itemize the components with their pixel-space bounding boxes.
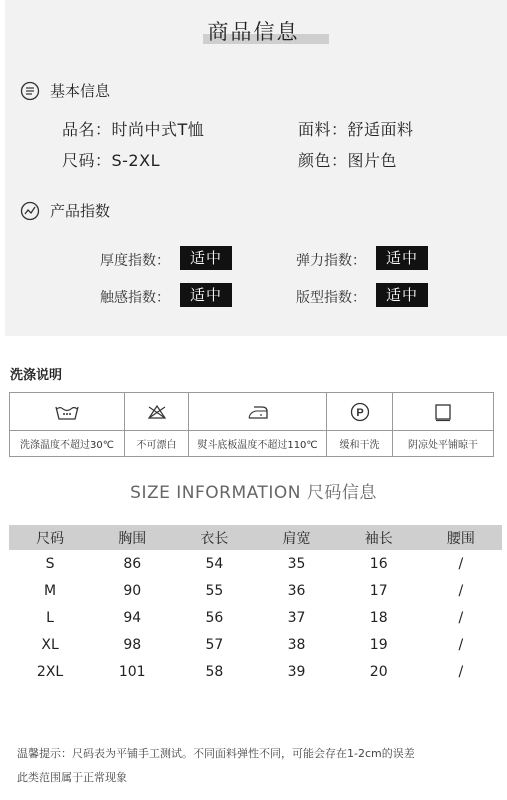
- table-cell: /: [458, 663, 464, 680]
- table-cell: /: [458, 582, 464, 599]
- elasticity-index-label: 弹力指数：: [296, 253, 366, 269]
- table-cell: 55: [205, 582, 224, 599]
- table-cell: 98: [123, 636, 142, 653]
- table-cell: S: [45, 555, 55, 572]
- iron-icon: [246, 407, 270, 418]
- table-cell: 35: [287, 555, 306, 572]
- elasticity-index-value: 适中: [376, 246, 428, 270]
- table-cell: L: [46, 609, 54, 626]
- table-cell: 36: [287, 582, 306, 599]
- table-cell: 17: [369, 582, 388, 599]
- thickness-index-value: 适中: [180, 246, 232, 270]
- table-cell: XL: [41, 636, 59, 653]
- table-cell: /: [458, 636, 464, 653]
- table-cell: 37: [287, 609, 306, 626]
- table-cell: 38: [287, 636, 306, 653]
- table-cell: 2XL: [36, 663, 64, 680]
- col-header-size: 尺码: [9, 525, 91, 550]
- care-text-dryclean: 缓和干洗: [327, 431, 393, 457]
- table-cell: 39: [287, 663, 306, 680]
- table-cell: M: [44, 582, 57, 599]
- size-table: [9, 525, 502, 685]
- care-icon-cell: [393, 393, 494, 431]
- table-row: [9, 604, 502, 631]
- card-edge: [0, 0, 5, 336]
- product-index-label: 产品指数: [50, 202, 111, 220]
- table-cell: 94: [123, 609, 142, 626]
- table-cell: 90: [123, 582, 142, 599]
- col-header-shoulder: 肩宽: [255, 525, 337, 550]
- care-title: 洗涤说明: [10, 368, 63, 383]
- table-row: [9, 577, 502, 604]
- size-note-line-2: 此类范围属于正常现象: [17, 771, 127, 784]
- size-table-header: [9, 525, 502, 550]
- touch-index-value: 适中: [180, 283, 232, 307]
- table-cell: /: [458, 555, 464, 572]
- table-row: [9, 550, 502, 577]
- col-header-waist: 腰围: [420, 525, 502, 550]
- care-text-wash: 洗涤温度不超过30℃: [10, 431, 125, 457]
- page-title: 商品信息: [207, 20, 300, 44]
- size-note-line-1: 温馨提示：尺码表为平铺手工测试。不同面料弹性不同，可能会存在1-2cm的误差: [17, 747, 415, 760]
- fit-index-label: 版型指数：: [296, 290, 366, 306]
- size-info-title: SIZE INFORMATION 尺码信息: [130, 483, 377, 503]
- care-text-bleach: 不可漂白: [125, 431, 189, 457]
- table-cell: 57: [205, 636, 224, 653]
- table-cell: /: [458, 609, 464, 626]
- no-bleach-icon: [146, 407, 168, 418]
- basic-info-heading: [20, 80, 110, 101]
- svg-text:P: P: [355, 406, 364, 419]
- touch-index-label: 触感指数：: [100, 290, 170, 306]
- col-header-length: 衣长: [173, 525, 255, 550]
- table-cell: 56: [205, 609, 224, 626]
- table-cell: 54: [205, 555, 224, 572]
- table-cell: 16: [369, 555, 388, 572]
- table-cell: 101: [118, 663, 146, 680]
- care-icon-cell: [125, 393, 189, 431]
- shade-dry-icon: [432, 407, 454, 418]
- care-icon-cell: [327, 393, 393, 431]
- table-cell: 86: [123, 555, 142, 572]
- care-text-dry: 阴凉处平铺晾干: [393, 431, 494, 457]
- table-row: [9, 631, 502, 658]
- care-table: [9, 392, 494, 457]
- trend-circle-icon: [20, 201, 40, 221]
- product-info-card: [0, 0, 507, 336]
- table-row: [9, 658, 502, 685]
- table-cell: 19: [369, 636, 388, 653]
- product-fabric: 面料：舒适面料: [298, 120, 414, 139]
- professional-clean-p-icon: [349, 407, 371, 418]
- table-cell: 20: [369, 663, 388, 680]
- col-header-chest: 胸围: [91, 525, 173, 550]
- list-circle-icon: [20, 81, 40, 101]
- care-icon-cell: [10, 393, 125, 431]
- product-index-heading: [20, 200, 110, 221]
- wash-30-icon: [53, 407, 81, 418]
- care-icon-cell: [189, 393, 327, 431]
- product-size-range: 尺码：S-2XL: [62, 151, 160, 170]
- thickness-index-label: 厚度指数：: [100, 253, 170, 269]
- care-text-iron: 熨斗底板温度不超过110℃: [189, 431, 327, 457]
- title-wrap: [0, 16, 507, 46]
- product-name: 品名：时尚中式T恤: [62, 120, 205, 139]
- table-cell: 18: [369, 609, 388, 626]
- col-header-sleeve: 袖长: [338, 525, 420, 550]
- basic-info-label: 基本信息: [50, 82, 111, 100]
- product-color: 颜色：图片色: [298, 151, 398, 170]
- table-cell: 58: [205, 663, 224, 680]
- fit-index-value: 适中: [376, 283, 428, 307]
